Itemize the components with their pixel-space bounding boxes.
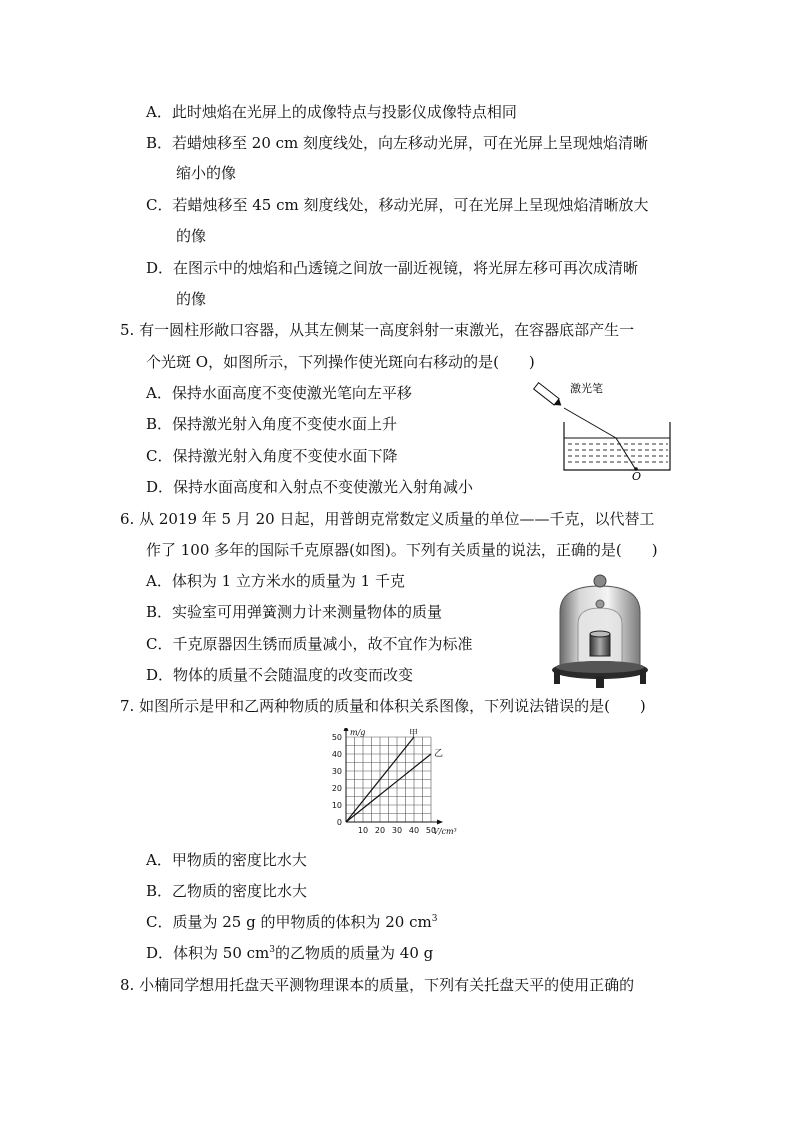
- q7-option-c-superscript: 3: [431, 914, 438, 924]
- q5-option-b: B．保持激光射入角度不变使水面上升: [146, 415, 398, 433]
- q4-option-c-cont: 的像: [176, 227, 207, 245]
- q7-option-c: [146, 912, 437, 932]
- y-tick-label: 30: [331, 767, 342, 776]
- y-tick-label: 40: [331, 750, 342, 759]
- y-axis-label: m/g: [350, 728, 366, 737]
- kilogram-prototype-photo: [548, 572, 652, 690]
- q5-option-d: D．保持水面高度和入射点不变使激光入射角减小: [146, 478, 474, 496]
- chart-axes: [344, 728, 444, 825]
- mass-volume-chart: [318, 728, 468, 840]
- q6-option-d: D．物体的质量不会随温度的改变而改变: [146, 666, 414, 684]
- q7-option-d-superscript: 3: [269, 945, 276, 955]
- chart-grid: [346, 737, 431, 822]
- q7-option-a: A．甲物质的密度比水大: [146, 851, 307, 869]
- x-axis-label: V/cm³: [433, 827, 457, 836]
- y-tick-label: 20: [331, 784, 342, 793]
- q6-option-b: B．实验室可用弹簧测力计来测量物体的质量: [146, 603, 443, 621]
- q7-option-b: B．乙物质的密度比水大: [146, 882, 308, 900]
- q5-option-c: C．保持激光射入角度不变使水面下降: [146, 447, 398, 465]
- y-axis-arrow: [344, 728, 349, 731]
- q8-stem: 8. 小楠同学想用托盘天平测物理课本的质量，下列有关托盘天平的使用正确的: [120, 976, 635, 994]
- q7-option-d-text-pre: D．体积为 50 cm: [146, 944, 270, 962]
- y-tick-label: 10: [331, 801, 342, 810]
- q5-option-a: A．保持水面高度不变使激光笔向左平移: [146, 384, 412, 402]
- laser-pen-label: 激光笔: [570, 382, 603, 395]
- q4-option-a: A．此时烛焰在光屏上的成像特点与投影仪成像特点相同: [146, 103, 517, 121]
- x-tick-label: 30: [391, 826, 403, 835]
- x-axis-arrow: [437, 820, 443, 825]
- series-label-2: 乙: [434, 749, 444, 759]
- chart-series: [346, 728, 443, 822]
- q4-option-d: D．在图示中的烛焰和凸透镜之间放一副近视镜，将光屏左移可再次成清晰: [146, 259, 639, 277]
- y-tick-label: 50: [331, 733, 342, 742]
- q5-stem-line1: 5. 有一圆柱形敞口容器，从其左侧某一高度斜射一束激光，在容器底部产生一: [120, 321, 635, 339]
- q7-option-d-text-post: 的乙物质的质量为 40 g: [275, 944, 434, 962]
- x-tick-label: 40: [408, 826, 420, 835]
- q7-stem: 7. 如图所示是甲和乙两种物质的质量和体积关系图像，下列说法错误的是( ): [120, 697, 646, 715]
- q7-option-d: [146, 943, 433, 963]
- q7-option-c-text: C．质量为 25 g 的甲物质的体积为 20 cm: [146, 913, 432, 931]
- x-tick-label: 20: [374, 826, 386, 835]
- q6-stem-line2: 作了 100 多年的国际千克原器(如图)。下列有关质量的说法，正确的是( ): [146, 541, 658, 559]
- q4-option-b-cont: 缩小的像: [176, 164, 237, 182]
- q6-stem-line1: 6. 从 2019 年 5 月 20 日起，用普朗克常数定义质量的单位——千克，以代替工: [120, 510, 655, 528]
- q4-option-d-cont: 的像: [176, 290, 207, 308]
- chart-ticks: [332, 728, 457, 836]
- q4-option-b: B．若蜡烛移至 20 cm 刻度线处，向左移动光屏，可在光屏上呈现烛焰清晰: [146, 134, 649, 152]
- x-tick-label: 10: [357, 826, 369, 835]
- q5-stem-line2: 个光斑 O，如图所示，下列操作使光斑向右移动的是( ): [146, 353, 535, 371]
- q6-option-c: C．千克原器因生锈而质量减小，故不宜作为标准: [146, 635, 473, 653]
- x-tick-label: 50: [425, 826, 437, 835]
- q6-option-a: A．体积为 1 立方米水的质量为 1 千克: [146, 572, 405, 590]
- q4-option-c: C．若蜡烛移至 45 cm 刻度线处，移动光屏，可在光屏上呈现烛焰清晰放大: [146, 196, 649, 214]
- laser-container-figure: [530, 378, 680, 480]
- series-label-1: 甲: [409, 729, 419, 739]
- origin-label: 0: [336, 818, 342, 827]
- spot-o-label: O: [632, 470, 642, 480]
